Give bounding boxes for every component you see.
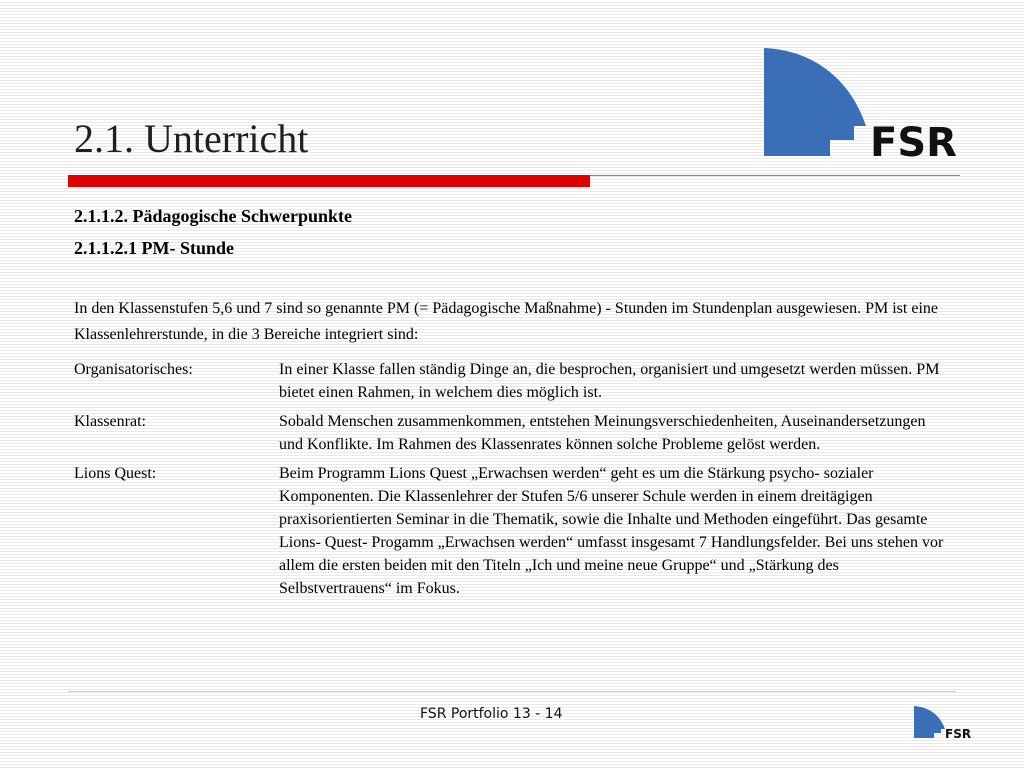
logo-quarter-shape: [764, 48, 866, 156]
section-heading: 2.1.1.2. Pädagogische Schwerpunkte: [74, 206, 353, 226]
definition-text: In einer Klasse fallen ständig Dinge an, die besprochen, organisiert und umgesetzt werden müssen. PM bietet einen Rahmen, in welchem dies möglich ist.: [279, 361, 940, 401]
footer-divider: [68, 691, 956, 692]
logo-text: FSR: [870, 120, 957, 166]
footer-text: FSR Portfolio 13 - 14: [420, 706, 563, 722]
definition-term: Organisatorisches:: [74, 361, 193, 378]
fsr-small-logo-icon: [912, 704, 984, 744]
small-logo-quarter-shape: [914, 706, 945, 738]
title-underline-thin: [590, 175, 960, 176]
title-underline-red: [68, 175, 590, 187]
subsection-heading: 2.1.1.2.1 PM- Stunde: [74, 238, 235, 258]
definition-term: Lions Quest:: [74, 465, 157, 482]
definition-term: Klassenrat:: [74, 413, 146, 430]
definition-list: [74, 358, 954, 600]
small-logo-text: FSR: [945, 727, 972, 741]
definition-row: [74, 462, 954, 600]
definition-text: Beim Programm Lions Quest „Erwachsen werden“ geht es um die Stärkung psycho- sozialer Komponenten. Die Klassenlehrer der Stufen 5/6 unserer Schule werden in einem dreitägigen praxisorientierten Seminar in die Thematik, sowie die Inhalte und Methoden eingeführt. Das gesamte Lions- Quest- Progamm „Erwachsen werden“ umfasst insgesamt 7 Handlungsfelder. Bei uns stehen vor allem die ersten beiden mit den Titeln „Ich und meine neue Gruppe“ und „Stärkung des Selbstvertrauens“ im Fokus.: [279, 465, 944, 597]
definition-row: [74, 358, 954, 404]
definition-row: [74, 410, 954, 456]
intro-paragraph: In den Klassenstufen 5,6 und 7 sind so genannte PM (= Pädagogische Maßnahme) - Stunden im Stundenplan ausgewiesen. PM ist eine Klassenlehrerstunde, in die 3 Bereiche integriert sind:: [74, 300, 938, 343]
fsr-logo-icon: [760, 44, 990, 174]
definition-text: Sobald Menschen zusammenkommen, entstehen Meinungsverschiedenheiten, Auseinandersetzungen und Konflikte. Im Rahmen des Klassenrates können solche Probleme gelöst werden.: [279, 413, 926, 453]
slide-title: 2.1. Unterricht: [74, 116, 309, 161]
